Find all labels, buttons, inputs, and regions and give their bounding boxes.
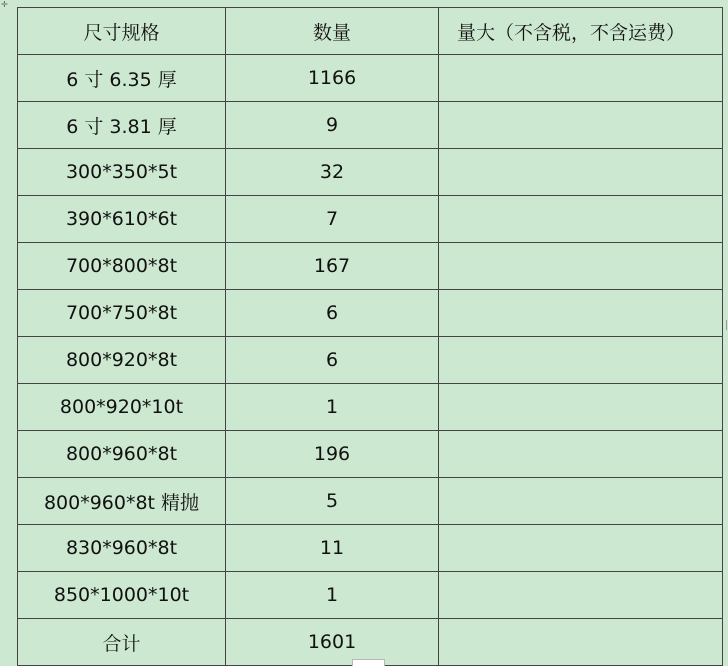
move-handle-icon[interactable]: ✛ — [1, 0, 8, 9]
table-row — [18, 337, 723, 384]
table-row — [18, 431, 723, 478]
total-qty[interactable]: 1601 — [226, 619, 439, 666]
cell-qty[interactable]: 6 — [226, 337, 439, 384]
table-row — [18, 572, 723, 619]
cell-spec[interactable]: 800*920*10t — [18, 384, 226, 431]
header-spec: 尺寸规格 — [18, 8, 226, 55]
cell-qty[interactable]: 9 — [226, 102, 439, 149]
table-row — [18, 149, 723, 196]
table-row — [18, 290, 723, 337]
table-row — [18, 478, 723, 525]
table-row — [18, 196, 723, 243]
cell-price[interactable] — [439, 478, 723, 525]
cell-price[interactable] — [439, 196, 723, 243]
cell-price[interactable] — [439, 243, 723, 290]
cell-price[interactable] — [439, 431, 723, 478]
cell-spec[interactable]: 300*350*5t — [18, 149, 226, 196]
cell-qty[interactable]: 32 — [226, 149, 439, 196]
table-row — [18, 102, 723, 149]
cell-price[interactable] — [439, 525, 723, 572]
spec-table — [17, 7, 723, 666]
cell-qty[interactable]: 7 — [226, 196, 439, 243]
cell-qty[interactable]: 1166 — [226, 55, 439, 102]
cell-spec[interactable]: 6 寸 3.81 厚 — [18, 102, 226, 149]
table-row — [18, 55, 723, 102]
cell-spec[interactable]: 800*960*8t — [18, 431, 226, 478]
cell-spec[interactable]: 700*750*8t — [18, 290, 226, 337]
cell-price[interactable] — [439, 149, 723, 196]
cell-spec[interactable]: 800*960*8t 精抛 — [18, 478, 226, 525]
table-header-row — [18, 8, 723, 55]
cell-spec[interactable]: 700*800*8t — [18, 243, 226, 290]
cell-price[interactable] — [439, 337, 723, 384]
page-bottom-tab — [352, 659, 385, 666]
cell-price[interactable] — [439, 102, 723, 149]
cell-price[interactable] — [439, 572, 723, 619]
cell-spec[interactable]: 830*960*8t — [18, 525, 226, 572]
cell-qty[interactable]: 1 — [226, 572, 439, 619]
cell-spec[interactable]: 850*1000*10t — [18, 572, 226, 619]
cell-spec[interactable]: 800*920*8t — [18, 337, 226, 384]
table-row — [18, 384, 723, 431]
cell-price[interactable] — [439, 290, 723, 337]
cell-qty[interactable]: 6 — [226, 290, 439, 337]
cell-qty[interactable]: 11 — [226, 525, 439, 572]
cell-spec[interactable]: 6 寸 6.35 厚 — [18, 55, 226, 102]
cell-spec[interactable]: 390*610*6t — [18, 196, 226, 243]
cell-qty[interactable]: 1 — [226, 384, 439, 431]
table-row — [18, 525, 723, 572]
header-qty: 数量 — [226, 8, 439, 55]
cell-price[interactable] — [439, 384, 723, 431]
total-price[interactable] — [439, 619, 723, 666]
cell-qty[interactable]: 196 — [226, 431, 439, 478]
cell-price[interactable] — [439, 55, 723, 102]
cell-qty[interactable]: 5 — [226, 478, 439, 525]
cell-qty[interactable]: 167 — [226, 243, 439, 290]
total-label[interactable]: 合计 — [18, 619, 226, 666]
table-row — [18, 243, 723, 290]
header-price: 量大（不含税，不含运费） — [439, 8, 723, 55]
